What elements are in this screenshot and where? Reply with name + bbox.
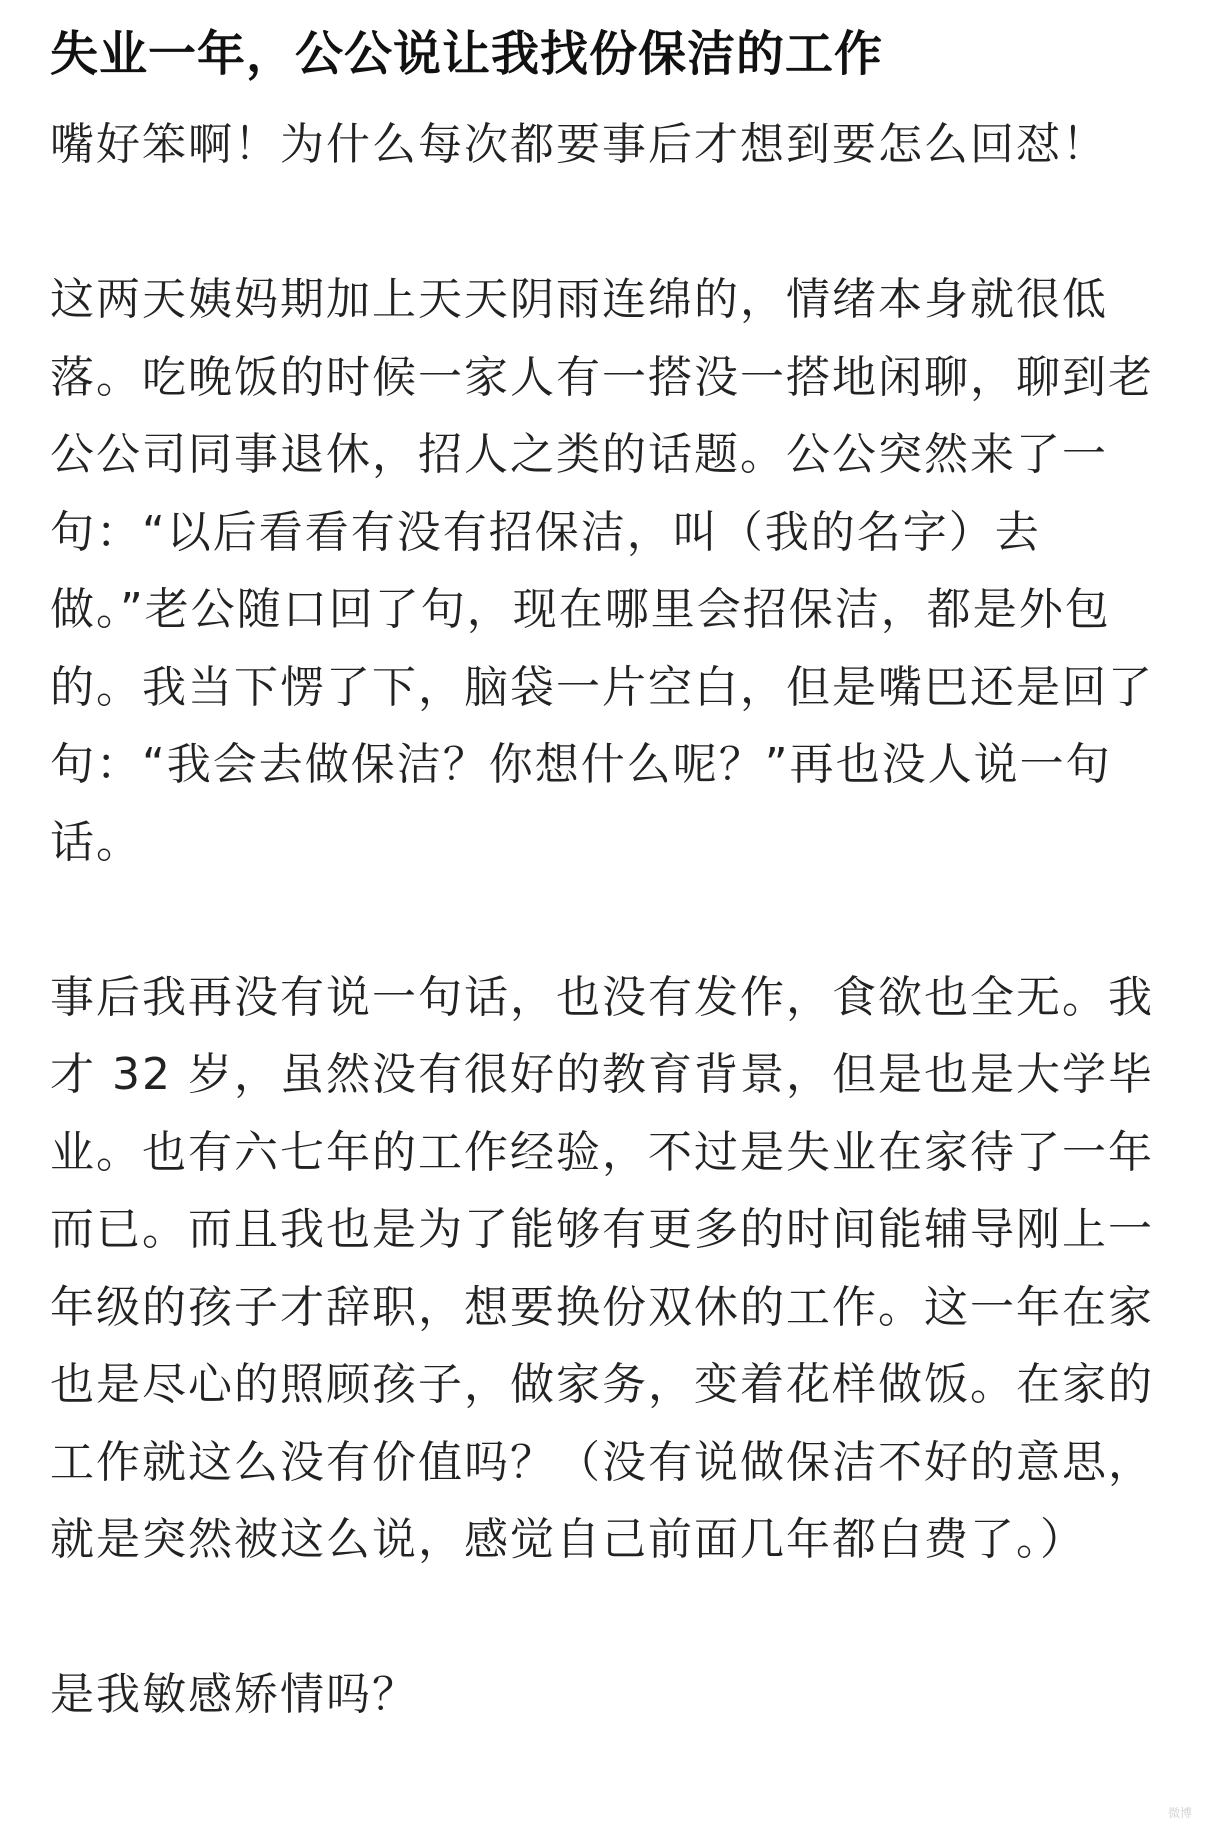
paragraph-gap — [50, 881, 1160, 959]
post-title: 失业一年，公公说让我找份保洁的工作 — [50, 26, 884, 82]
paragraph-dinner-story: 这两天姨妈期加上天天阴雨连绵的，情绪本身就很低落。吃晚饭的时候一家人有一搭没一搭地闲聊，聊到老公公司同事退休，招人之类的话题。公公突然来了一句：“以后看看有没有招保洁，叫（我的名字）去做。”老公随口回了句，现在哪里会招保洁，都是外包的。我当下愣了下，脑袋一片空白，但是嘴巴还是回了句：“我会去做保洁？你想什么呢？”再也没人说一句话。 — [50, 274, 1154, 868]
post-body — [50, 106, 1160, 1734]
paragraph-intro: 嘴好笨啊！为什么每次都要事后才想到要怎么回怼！ — [50, 119, 1108, 170]
post — [50, 0, 1160, 1734]
paragraph-gap — [50, 184, 1160, 262]
paragraph-question: 是我敏感矫情吗？ — [50, 1669, 418, 1720]
paragraph-aftermath: 事后我再没有说一句话，也没有发作，食欲也全无。我才 32 岁，虽然没有很好的教育背景，但是也是大学毕业。也有六七年的工作经验，不过是失业在家待了一年而已。而且我也是为了能够有更多的时间能辅导刚上一年级的孩子才辞职，想要换份双休的工作。这一年在家也是尽心的照顾孩子，做家务，变着花样做饭。在家的工作就这么没有价值吗？（没有说做保洁不好的意思，就是突然被这么说，感觉自己前面几年都白费了。） — [50, 971, 1154, 1565]
watermark: 微博 — [1167, 1806, 1192, 1820]
paragraph-gap — [50, 1579, 1160, 1657]
